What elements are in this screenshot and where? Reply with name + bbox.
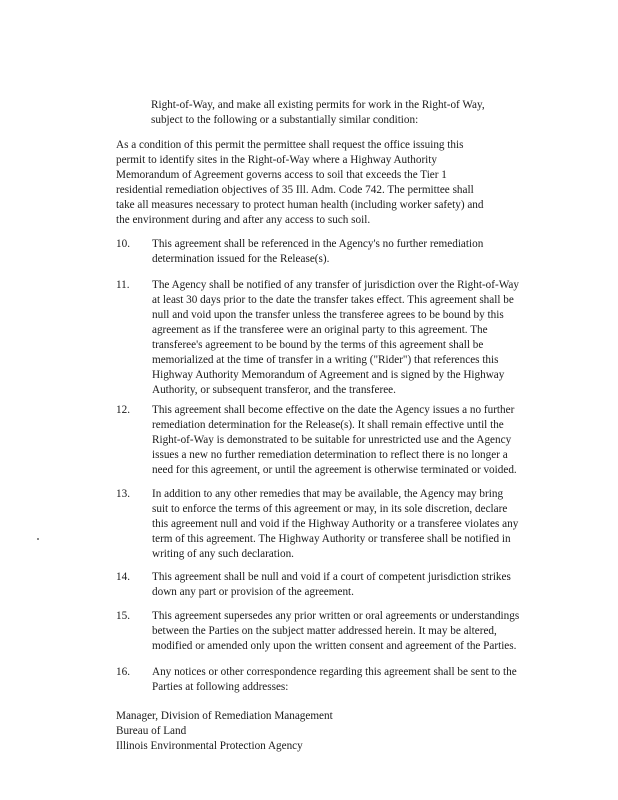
item-line: This agreement shall be null and void if a court of competent jurisdiction strikes bbox=[152, 571, 511, 583]
item-line: agreement as if the transferee were an original party to this agreement. The bbox=[152, 324, 488, 336]
item-line: term of this agreement. The Highway Authority or transferee shall be notified in bbox=[152, 533, 511, 545]
item-line: null and void upon the transfer unless the transferee agrees to be bound by this bbox=[152, 309, 504, 321]
item-line: Any notices or other correspondence regarding this agreement shall be sent to the bbox=[152, 666, 517, 678]
item-line: writing of any such declaration. bbox=[152, 548, 294, 560]
item-number: 13. bbox=[116, 488, 130, 500]
item-line: In addition to any other remedies that may be available, the Agency may bring bbox=[152, 488, 504, 500]
condition-line: the environment during and after any access to such soil. bbox=[116, 214, 371, 226]
item-line: between the Parties on the subject matter addressed herein. It may be altered, bbox=[152, 625, 497, 637]
condition-line: permit to identify sites in the Right-of-Way where a Highway Authority bbox=[116, 154, 437, 166]
item-line: memorialized at the time of transfer in a writing ("Rider") that references this bbox=[152, 354, 499, 366]
item-number: 16. bbox=[116, 666, 130, 678]
item-line: Parties at following addresses: bbox=[152, 681, 289, 693]
address-line: Illinois Environmental Protection Agency bbox=[116, 740, 303, 752]
item-line: This agreement supersedes any prior written or oral agreements or understandings bbox=[152, 610, 520, 622]
item-line: The Agency shall be notified of any transfer of jurisdiction over the Right-of-Way bbox=[152, 279, 519, 291]
item-number: 15. bbox=[116, 610, 130, 622]
condition-line: Memorandum of Agreement governs access to soil that exceeds the Tier 1 bbox=[116, 169, 447, 181]
item-line: remediation determination for the Release(s). It shall remain effective until the bbox=[152, 419, 504, 431]
condition-line: As a condition of this permit the permittee shall request the office issuing this bbox=[116, 139, 464, 151]
item-line: determination issued for the Release(s). bbox=[152, 253, 330, 265]
address-line: Manager, Division of Remediation Management bbox=[116, 710, 333, 722]
item-line: This agreement shall become effective on the date the Agency issues a no further bbox=[152, 404, 515, 416]
item-line: this agreement null and void if the Highway Authority or a transferee violates any bbox=[152, 518, 519, 530]
item-line: Right-of-Way is demonstrated to be suitable for unrestricted use and the Agency bbox=[152, 434, 512, 446]
item-line: down any part or provision of the agreement. bbox=[152, 586, 354, 598]
item-line: need for this agreement, or until the agreement is otherwise terminated or voided. bbox=[152, 464, 517, 476]
item-line: modified or amended only upon the written consent and agreement of the Parties. bbox=[152, 640, 517, 652]
item-line: suit to enforce the terms of this agreement or may, in its sole discretion, declare bbox=[152, 503, 508, 515]
item-line: This agreement shall be referenced in the Agency's no further remediation bbox=[152, 238, 484, 250]
intro-line-1: Right-of-Way, and make all existing permits for work in the Right-of Way, bbox=[151, 99, 485, 111]
condition-line: take all measures necessary to protect human health (including worker safety) and bbox=[116, 199, 484, 211]
item-number: 10. bbox=[116, 238, 130, 250]
address-line: Bureau of Land bbox=[116, 725, 187, 737]
condition-line: residential remediation objectives of 35 Ill. Adm. Code 742. The permittee shall bbox=[116, 184, 474, 196]
scan-speck bbox=[37, 538, 39, 540]
item-line: at least 30 days prior to the date the transfer takes effect. This agreement shall be bbox=[152, 294, 514, 306]
item-number: 14. bbox=[116, 571, 130, 583]
item-line: Highway Authority Memorandum of Agreement and is signed by the Highway bbox=[152, 369, 505, 381]
item-number: 12. bbox=[116, 404, 130, 416]
item-line: Authority, or subsequent transferor, and the transferee. bbox=[152, 384, 396, 396]
item-line: transferee's agreement to be bound by the terms of this agreement shall be bbox=[152, 339, 484, 351]
item-line: issues a new no further remediation determination to reflect there is no longer a bbox=[152, 449, 508, 461]
item-number: 11. bbox=[116, 279, 130, 291]
intro-line-2: subject to the following or a substantially similar condition: bbox=[151, 114, 419, 126]
